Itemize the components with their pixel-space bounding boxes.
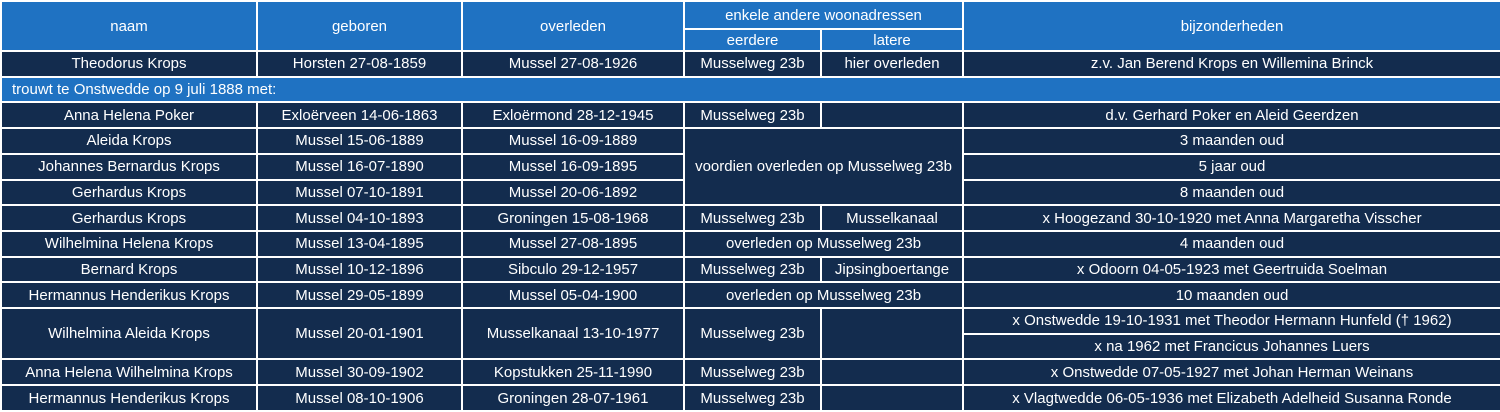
geboren-cell: Mussel 10-12-1896 [257,257,462,283]
bijzonderheden-cell: 10 maanden oud [963,282,1500,308]
header-overleden: overleden [462,1,684,51]
naam-cell: Theodorus Krops [1,51,257,77]
bijzonderheden-cell: x Hoogezand 30-10-1920 met Anna Margaretha Visscher [963,205,1500,231]
overleden-cell: Mussel 20-06-1892 [462,180,684,206]
table-row [1,51,1500,77]
overleden-cell: Mussel 16-09-1895 [462,154,684,180]
naam-cell: Gerhardus Krops [1,180,257,206]
bijzonderheden-cell: x na 1962 met Francicus Johannes Luers [963,334,1500,360]
table-row [1,308,1500,334]
naam-cell: Bernard Krops [1,257,257,283]
header-geboren: geboren [257,1,462,51]
overleden-cell: Mussel 05-04-1900 [462,282,684,308]
naam-cell: Aleida Krops [1,128,257,154]
naam-cell: Anna Helena Poker [1,102,257,128]
latere-cell [821,359,963,385]
header-naam: naam [1,1,257,51]
woon-cell: overleden op Musselweg 23b [684,231,963,257]
eerdere-cell: Musselweg 23b [684,385,821,411]
table-row [1,231,1500,257]
bijzonderheden-cell: x Onstwedde 19-10-1931 met Theodor Hermann Hunfeld († 1962) [963,308,1500,334]
table-row [1,359,1500,385]
overleden-cell: Kopstukken 25-11-1990 [462,359,684,385]
header-eerdere: eerdere [684,29,821,51]
naam-cell: Gerhardus Krops [1,205,257,231]
naam-cell: Johannes Bernardus Krops [1,154,257,180]
bijzonderheden-cell: 4 maanden oud [963,231,1500,257]
eerdere-cell: Musselweg 23b [684,257,821,283]
table-row [1,257,1500,283]
marriage-text: trouwt te Onstwedde op 9 juli 1888 met: [1,77,1500,103]
geboren-cell: Mussel 07-10-1891 [257,180,462,206]
bijzonderheden-cell: 8 maanden oud [963,180,1500,206]
geboren-cell: Mussel 13-04-1895 [257,231,462,257]
geboren-cell: Mussel 30-09-1902 [257,359,462,385]
naam-cell: Wilhelmina Helena Krops [1,231,257,257]
bijzonderheden-cell: 5 jaar oud [963,154,1500,180]
latere-cell: hier overleden [821,51,963,77]
table-row [1,102,1500,128]
geboren-cell: Mussel 16-07-1890 [257,154,462,180]
naam-cell: Anna Helena Wilhelmina Krops [1,359,257,385]
header-woonadressen: enkele andere woonadressen [684,1,963,29]
overleden-cell: Groningen 28-07-1961 [462,385,684,411]
latere-cell: Jipsingboertange [821,257,963,283]
bijzonderheden-cell: x Onstwedde 07-05-1927 met Johan Herman Weinans [963,359,1500,385]
naam-cell: Hermannus Henderikus Krops [1,282,257,308]
eerdere-cell: Musselweg 23b [684,308,821,359]
table-row [1,282,1500,308]
geboren-cell: Mussel 04-10-1893 [257,205,462,231]
geboren-cell: Mussel 08-10-1906 [257,385,462,411]
geboren-cell: Mussel 15-06-1889 [257,128,462,154]
naam-cell: Hermannus Henderikus Krops [1,385,257,411]
table-row [1,385,1500,411]
overleden-cell: Mussel 16-09-1889 [462,128,684,154]
geboren-cell: Mussel 20-01-1901 [257,308,462,359]
latere-cell [821,102,963,128]
overleden-cell: Groningen 15-08-1968 [462,205,684,231]
overleden-cell: Musselkanaal 13-10-1977 [462,308,684,359]
eerdere-cell: Musselweg 23b [684,359,821,385]
table-row [1,205,1500,231]
latere-cell [821,308,963,359]
overleden-cell: Exloërmond 28-12-1945 [462,102,684,128]
early-deaths-woon-cell: voordien overleden op Musselweg 23b [684,128,963,205]
overleden-cell: Sibculo 29-12-1957 [462,257,684,283]
geboren-cell: Horsten 27-08-1859 [257,51,462,77]
header-bijzonderheden: bijzonderheden [963,1,1500,51]
latere-cell: Musselkanaal [821,205,963,231]
eerdere-cell: Musselweg 23b [684,205,821,231]
bijzonderheden-cell: x Odoorn 04-05-1923 met Geertruida Soelman [963,257,1500,283]
overleden-cell: Mussel 27-08-1895 [462,231,684,257]
marriage-row [1,77,1500,103]
overleden-cell: Mussel 27-08-1926 [462,51,684,77]
table-header [1,1,1500,51]
latere-cell [821,385,963,411]
bijzonderheden-cell: d.v. Gerhard Poker en Aleid Geerdzen [963,102,1500,128]
geboren-cell: Mussel 29-05-1899 [257,282,462,308]
bijzonderheden-cell: z.v. Jan Berend Krops en Willemina Brinck [963,51,1500,77]
woon-cell: overleden op Musselweg 23b [684,282,963,308]
eerdere-cell: Musselweg 23b [684,51,821,77]
header-latere: latere [821,29,963,51]
geboren-cell: Exloërveen 14-06-1863 [257,102,462,128]
bijzonderheden-cell: x Vlagtwedde 06-05-1936 met Elizabeth Adelheid Susanna Ronde [963,385,1500,411]
naam-cell: Wilhelmina Aleida Krops [1,308,257,359]
eerdere-cell: Musselweg 23b [684,102,821,128]
table-row [1,128,1500,154]
bijzonderheden-cell: 3 maanden oud [963,128,1500,154]
